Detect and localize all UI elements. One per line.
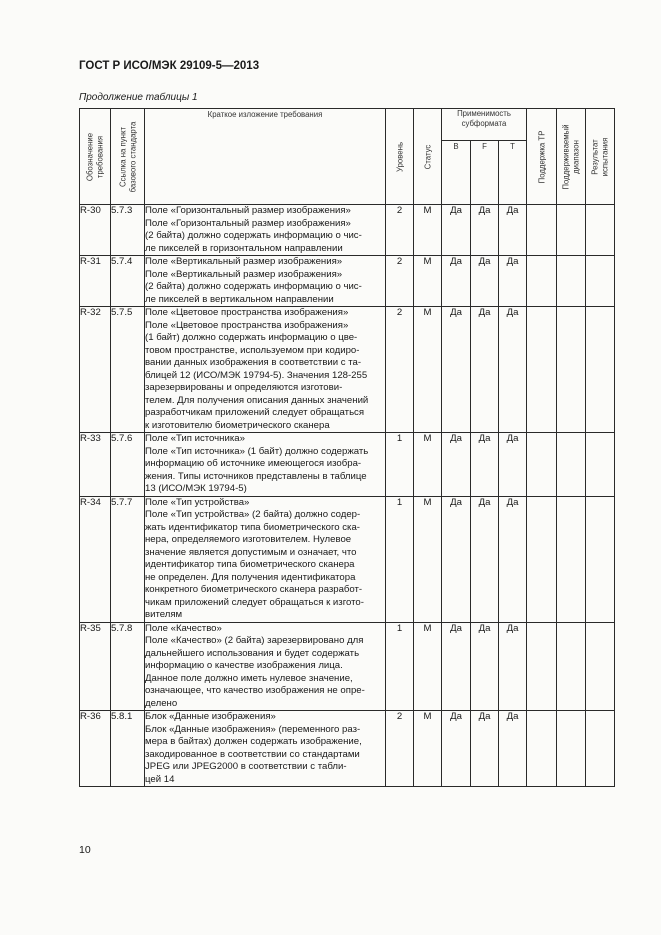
summary-line: жения. Типы источников представлены в таблице (145, 470, 367, 482)
cell-level: 2 (386, 307, 414, 433)
cell-subformat-b: Да (442, 256, 471, 307)
cell-requirement-summary (145, 307, 386, 433)
cell-subformat-b: Да (442, 433, 471, 497)
summary-line: Поле «Тип источника» (145, 433, 245, 444)
table-row (80, 622, 615, 711)
cell-requirement-id: R-35 (80, 622, 111, 711)
cell-tp-support (527, 433, 557, 497)
col-header-sub-b (442, 140, 471, 204)
summary-line: Данное поле должно иметь нулевое значение, (145, 672, 353, 684)
cell-level: 1 (386, 496, 414, 622)
summary-line: информацию о качестве изображения лица. (145, 660, 343, 671)
summary-line: Поле «Горизонтальный размер изображения» (145, 205, 351, 216)
summary-line: блицей 12 (ИСО/МЭК 19794-5). Значения 128-255 (145, 369, 368, 381)
summary-line: означающее, что качество изображения не опре- (145, 685, 365, 696)
col-header-id-label: Обозначение требования (85, 132, 104, 181)
cell-requirement-summary (145, 622, 386, 711)
cell-level: 1 (386, 622, 414, 711)
table-row (80, 307, 615, 433)
col-header-sub-b-label: B (453, 141, 459, 151)
cell-supported-range (557, 433, 586, 497)
cell-tp-support (527, 256, 557, 307)
cell-test-result (586, 433, 615, 497)
cell-test-result (586, 711, 615, 787)
page-number: 10 (79, 844, 91, 856)
cell-requirement-id: R-32 (80, 307, 111, 433)
summary-line: (2 байта) должно содержать информацию о чис- (145, 230, 362, 241)
cell-subformat-b: Да (442, 711, 471, 787)
col-header-id (80, 109, 111, 205)
cell-supported-range (557, 622, 586, 711)
summary-line: JPEG или JPEG2000 в соответствии с табли- (145, 761, 347, 772)
cell-test-result (586, 496, 615, 622)
summary-line: цей 14 (145, 773, 175, 785)
col-header-summary (145, 109, 386, 205)
table-row (80, 711, 615, 787)
cell-standard-ref: 5.7.7 (111, 496, 145, 622)
cell-test-result (586, 205, 615, 256)
summary-line: Поле «Цветовое пространства изображения» (145, 307, 349, 318)
cell-requirement-summary (145, 433, 386, 497)
cell-subformat-b: Да (442, 622, 471, 711)
col-header-sub-f-label: F (482, 141, 487, 151)
summary-line: идентификатор типа биометрического сканера (145, 559, 355, 570)
cell-subformat-t: Да (499, 711, 527, 787)
col-header-tp-support (527, 109, 557, 205)
cell-supported-range (557, 711, 586, 787)
summary-line: Блок «Данные изображения» (переменного раз- (145, 723, 361, 735)
cell-tp-support (527, 622, 557, 711)
cell-standard-ref: 5.8.1 (111, 711, 145, 787)
summary-line: товом пространстве, используемом при кодиро- (145, 344, 360, 356)
summary-line: не определен. Для получения идентификатора (145, 571, 356, 583)
summary-line: делено (145, 697, 178, 709)
summary-line: Поле «Вертикальный размер изображения» (145, 256, 343, 267)
cell-standard-ref: 5.7.8 (111, 622, 145, 711)
summary-line: Поле «Вертикальный размер изображения» (145, 268, 343, 280)
cell-standard-ref: 5.7.6 (111, 433, 145, 497)
summary-line: дальнейшего использования и будет содержать (145, 647, 360, 659)
cell-subformat-b: Да (442, 496, 471, 622)
cell-subformat-f: Да (471, 496, 499, 622)
cell-requirement-summary (145, 205, 386, 256)
cell-level: 1 (386, 433, 414, 497)
cell-status: M (414, 622, 442, 711)
cell-tp-support (527, 205, 557, 256)
col-header-level-label: Уровень (394, 141, 404, 172)
cell-test-result (586, 307, 615, 433)
cell-status: M (414, 496, 442, 622)
cell-subformat-t: Да (499, 622, 527, 711)
cell-requirement-id: R-31 (80, 256, 111, 307)
cell-supported-range (557, 496, 586, 622)
cell-tp-support (527, 496, 557, 622)
cell-requirement-id: R-36 (80, 711, 111, 787)
summary-line: конкретного биометрического сканера разработ- (145, 584, 363, 595)
cell-supported-range (557, 205, 586, 256)
cell-subformat-b: Да (442, 307, 471, 433)
table-body (80, 205, 615, 787)
col-header-result-label: Результат испытания (590, 137, 610, 176)
cell-supported-range (557, 307, 586, 433)
cell-level: 2 (386, 205, 414, 256)
cell-requirement-summary (145, 711, 386, 787)
col-header-range (557, 109, 586, 205)
cell-requirement-summary (145, 256, 386, 307)
summary-line: информацию об источнике имеющегося изобра- (145, 458, 362, 469)
summary-line: жать идентификатор типа биометрического ска- (145, 521, 360, 533)
requirements-table (79, 108, 615, 787)
cell-requirement-id: R-30 (80, 205, 111, 256)
summary-line: вании данных изображения в соответствии с та- (145, 357, 362, 368)
cell-level: 2 (386, 256, 414, 307)
summary-line: (1 байт) должно содержать информацию о цве- (145, 332, 358, 343)
summary-line: значение является допустимым и означает, что (145, 546, 357, 558)
summary-line: вителям (145, 609, 183, 620)
cell-subformat-t: Да (499, 256, 527, 307)
col-header-summary-label: Краткое изложение требования (207, 110, 323, 119)
col-header-ref (111, 109, 145, 205)
summary-line: мера в байтах) должен содержать изображение, (145, 736, 362, 747)
col-header-subformat-group (442, 109, 527, 141)
cell-requirement-id: R-34 (80, 496, 111, 622)
summary-line: 13 (ИСО/МЭК 19794-5) (145, 483, 247, 494)
cell-status: M (414, 433, 442, 497)
table-row (80, 256, 615, 307)
cell-status: M (414, 711, 442, 787)
summary-line: ле пикселей в горизонтальном направлении (145, 242, 343, 254)
cell-subformat-f: Да (471, 307, 499, 433)
summary-line: Поле «Тип устройства» (145, 496, 250, 508)
col-header-status-label: Статус (422, 144, 432, 169)
col-header-sub-f (471, 140, 499, 204)
summary-line: к изготовителю биометрического сканера (145, 419, 330, 431)
cell-tp-support (527, 307, 557, 433)
cell-subformat-f: Да (471, 433, 499, 497)
summary-line: Поле «Тип источника» (1 байт) должно содержать (145, 445, 369, 457)
cell-subformat-t: Да (499, 496, 527, 622)
col-header-status (414, 109, 442, 205)
table-row (80, 433, 615, 497)
col-header-ref-label: Ссылка на пункт базового стандарта (118, 121, 137, 192)
table-row (80, 205, 615, 256)
col-header-tp-support-label: Поддержка ТР (536, 130, 546, 183)
summary-line: Поле «Качество» (145, 622, 222, 634)
summary-line: чикам приложений следует обращаться к изгото- (145, 596, 364, 608)
cell-subformat-f: Да (471, 205, 499, 256)
cell-tp-support (527, 711, 557, 787)
cell-subformat-f: Да (471, 256, 499, 307)
cell-requirement-id: R-33 (80, 433, 111, 497)
cell-standard-ref: 5.7.4 (111, 256, 145, 307)
cell-subformat-f: Да (471, 711, 499, 787)
summary-line: телем. Для получения описания данных значений (145, 394, 369, 406)
col-header-range-label: Поддерживаемый диапазон (561, 123, 581, 190)
cell-requirement-summary (145, 496, 386, 622)
cell-subformat-b: Да (442, 205, 471, 256)
table-header (80, 109, 615, 205)
table-continuation-caption: Продолжение таблицы 1 (79, 92, 198, 103)
cell-supported-range (557, 256, 586, 307)
document-title: ГОСТ Р ИСО/МЭК 29109-5—2013 (79, 60, 260, 72)
cell-standard-ref: 5.7.3 (111, 205, 145, 256)
summary-line: Поле «Цветовое пространства изображения» (145, 319, 349, 331)
summary-line: разработчикам приложений следует обращаться (145, 407, 365, 418)
table-row (80, 496, 615, 622)
cell-status: M (414, 307, 442, 433)
cell-subformat-t: Да (499, 307, 527, 433)
cell-subformat-f: Да (471, 622, 499, 711)
cell-subformat-t: Да (499, 205, 527, 256)
cell-level: 2 (386, 711, 414, 787)
summary-line: зарезервированы и определяются изготови- (145, 382, 343, 393)
cell-subformat-t: Да (499, 433, 527, 497)
summary-line: ле пикселей в вертикальном направлении (145, 293, 334, 305)
cell-status: M (414, 256, 442, 307)
col-header-subformat-label: Применимость субформата (457, 109, 511, 128)
cell-status: M (414, 205, 442, 256)
col-header-level (386, 109, 414, 205)
cell-standard-ref: 5.7.5 (111, 307, 145, 433)
summary-line: Поле «Качество» (2 байта) зарезервировано для (145, 635, 364, 646)
cell-test-result (586, 622, 615, 711)
summary-line: Поле «Горизонтальный размер изображения» (145, 217, 351, 229)
col-header-sub-t (499, 140, 527, 204)
summary-line: нера, определяемого изготовителем. Нулевое (145, 534, 352, 545)
summary-line: закодированное в соответствии со стандартами (145, 748, 360, 760)
col-header-result (586, 109, 615, 205)
summary-line: Блок «Данные изображения» (145, 711, 276, 722)
summary-line: Поле «Тип устройства» (2 байта) должно содер- (145, 509, 361, 520)
summary-line: (2 байта) должно содержать информацию о чис- (145, 281, 362, 292)
col-header-sub-t-label: T (510, 141, 515, 151)
cell-test-result (586, 256, 615, 307)
